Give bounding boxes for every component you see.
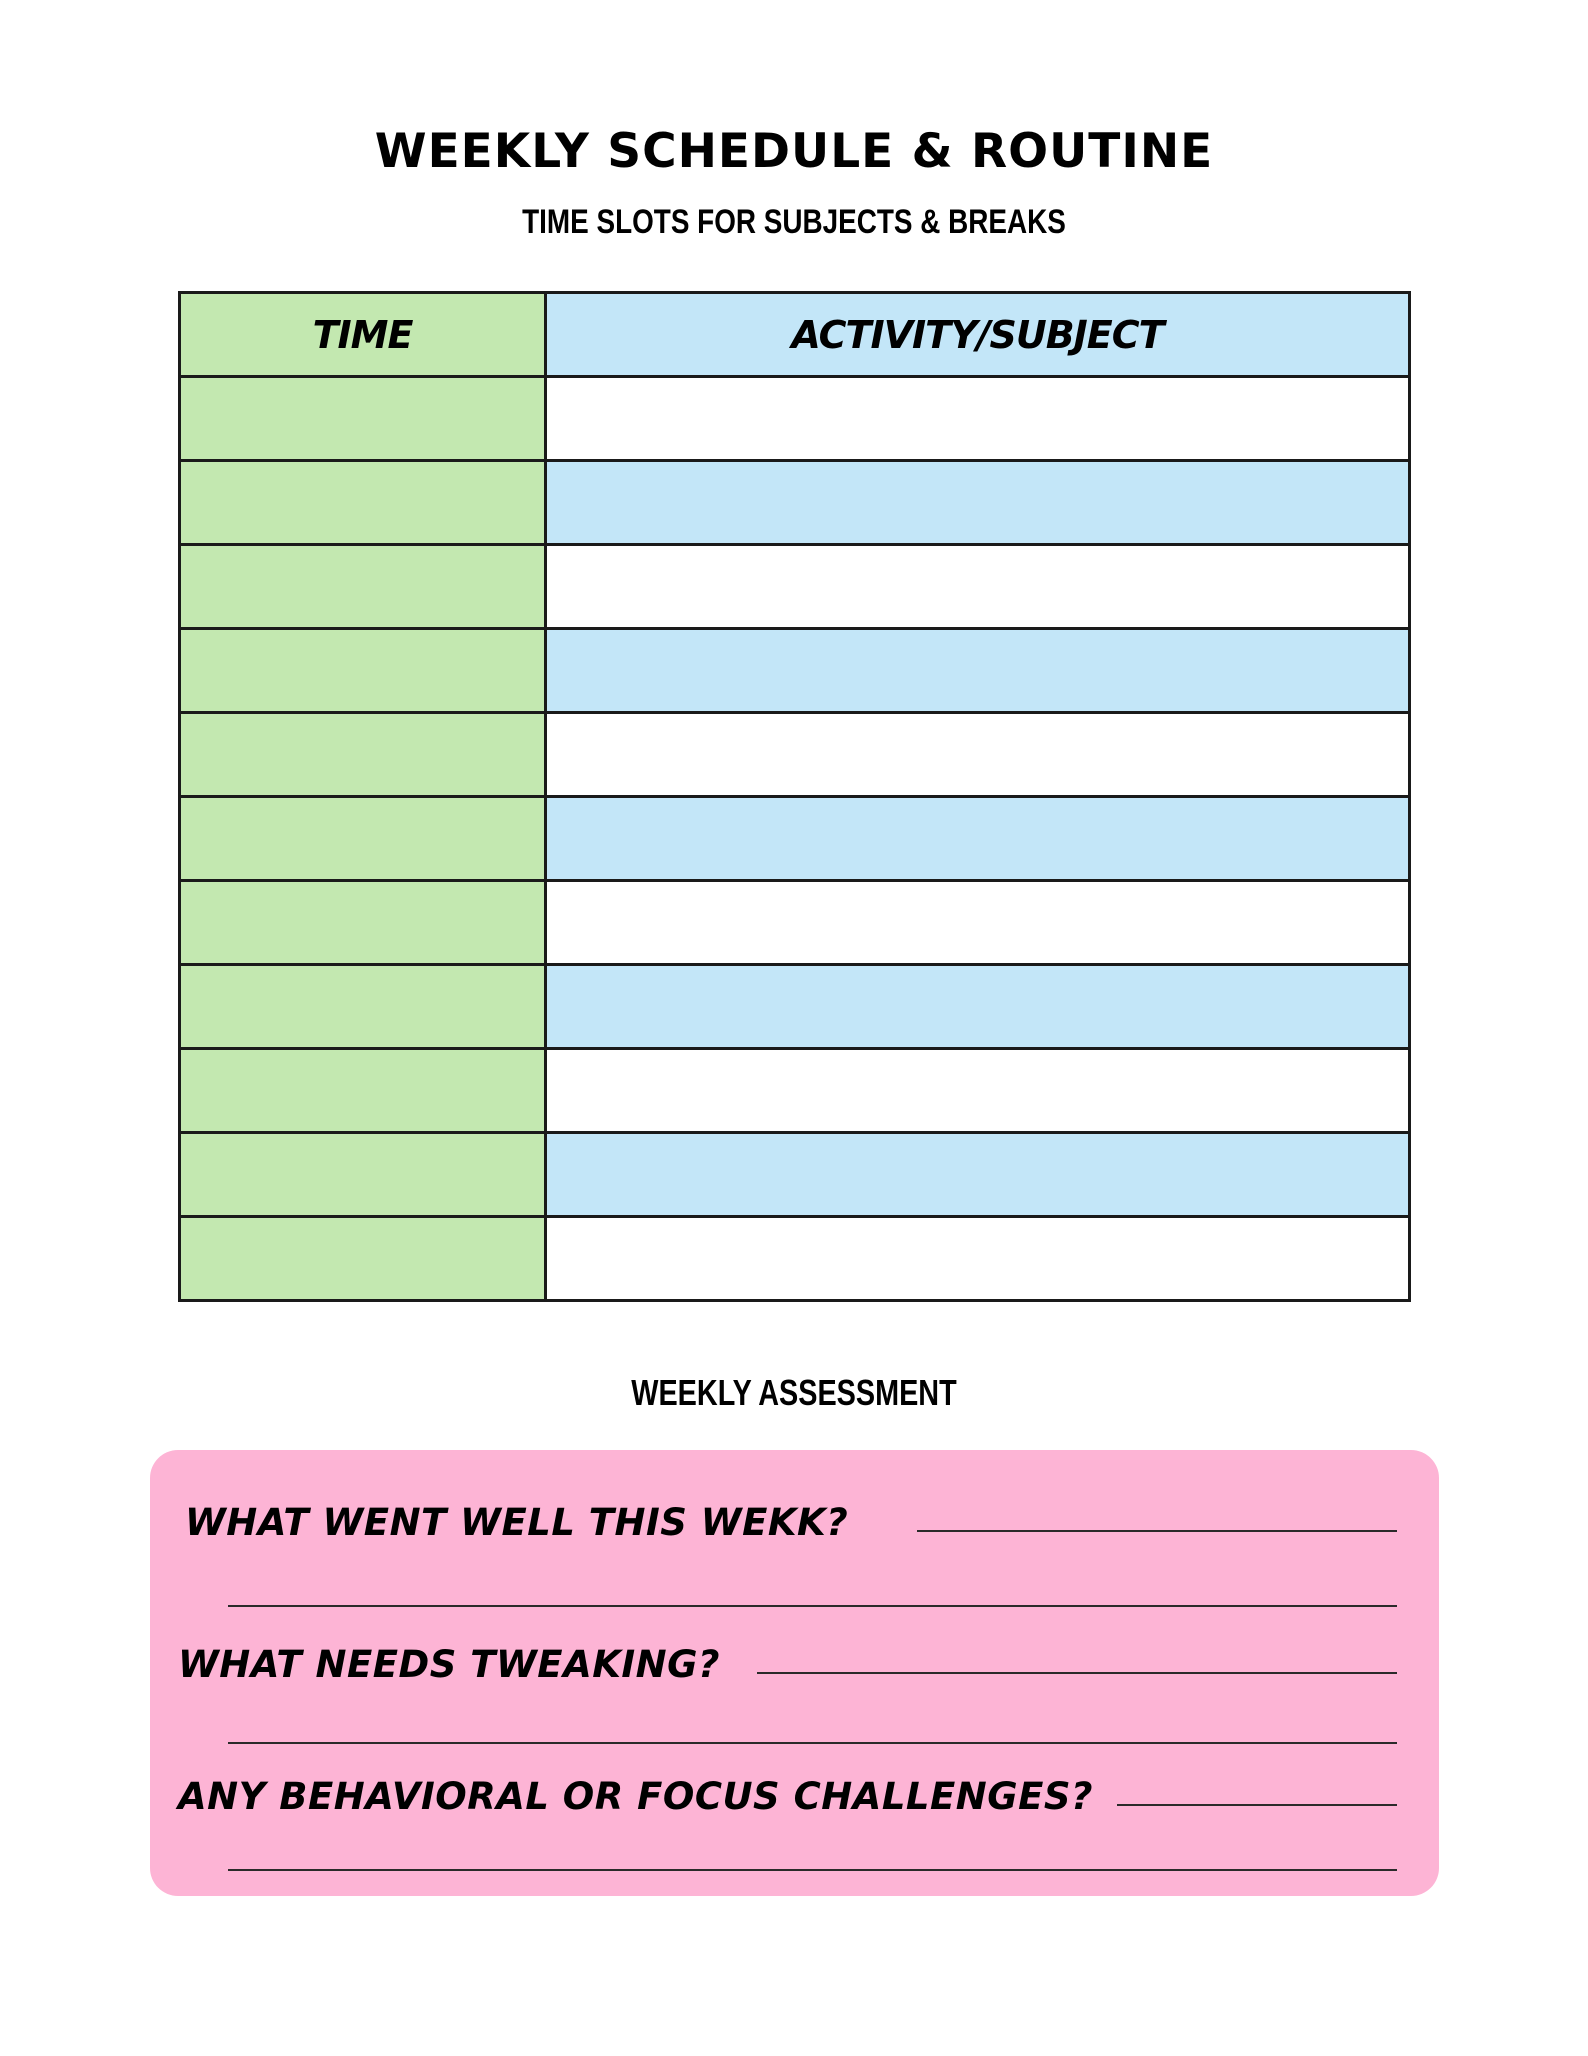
time-cell[interactable] [180, 629, 546, 713]
time-cell[interactable] [180, 1217, 546, 1301]
time-cell[interactable] [180, 965, 546, 1049]
table-row [180, 461, 1410, 545]
table-row [180, 965, 1410, 1049]
assessment-box [150, 1450, 1439, 1896]
activity-cell[interactable] [546, 1133, 1410, 1217]
activity-cell[interactable] [546, 461, 1410, 545]
page-subtitle: TIME SLOTS FOR SUBJECTS & BREAKS [522, 203, 1066, 241]
answer-line-went-well[interactable] [917, 1530, 1397, 1532]
activity-cell[interactable] [546, 713, 1410, 797]
activity-cell[interactable] [546, 881, 1410, 965]
table-row [180, 713, 1410, 797]
time-cell[interactable] [180, 1049, 546, 1133]
time-cell[interactable] [180, 377, 546, 461]
time-cell[interactable] [180, 1133, 546, 1217]
activity-cell[interactable] [546, 629, 1410, 713]
answer-line-needs-tweaking[interactable] [757, 1672, 1397, 1674]
schedule-table [178, 291, 1411, 1302]
time-cell[interactable] [180, 713, 546, 797]
time-cell[interactable] [180, 881, 546, 965]
time-cell[interactable] [180, 461, 546, 545]
table-row [180, 1133, 1410, 1217]
table-row [180, 545, 1410, 629]
activity-cell[interactable] [546, 377, 1410, 461]
activity-cell[interactable] [546, 1217, 1410, 1301]
table-row [180, 1217, 1410, 1301]
time-cell[interactable] [180, 797, 546, 881]
activity-column-header: ACTIVITY/SUBJECT [546, 293, 1410, 377]
answer-line-went-well-2[interactable] [228, 1605, 1397, 1607]
question-went-well: WHAT WENT WELL THIS WEKK? [185, 1501, 849, 1544]
activity-cell[interactable] [546, 1049, 1410, 1133]
answer-line-needs-tweaking-2[interactable] [228, 1742, 1397, 1744]
time-cell[interactable] [180, 545, 546, 629]
table-row [180, 881, 1410, 965]
table-row [180, 629, 1410, 713]
answer-line-behavioral-2[interactable] [228, 1869, 1397, 1871]
question-behavioral-challenges: ANY BEHAVIORAL OR FOCUS CHALLENGES? [178, 1775, 1093, 1818]
table-row [180, 797, 1410, 881]
table-row [180, 377, 1410, 461]
activity-cell[interactable] [546, 965, 1410, 1049]
time-column-header: TIME [180, 293, 546, 377]
schedule-header-row [180, 293, 1410, 377]
table-row [180, 1049, 1410, 1133]
answer-line-behavioral[interactable] [1117, 1804, 1397, 1806]
activity-cell[interactable] [546, 797, 1410, 881]
page-title: WEEKLY SCHEDULE & ROUTINE [374, 124, 1214, 179]
activity-cell[interactable] [546, 545, 1410, 629]
question-needs-tweaking: WHAT NEEDS TWEAKING? [178, 1643, 720, 1686]
assessment-heading: WEEKLY ASSESSMENT [631, 1372, 957, 1413]
